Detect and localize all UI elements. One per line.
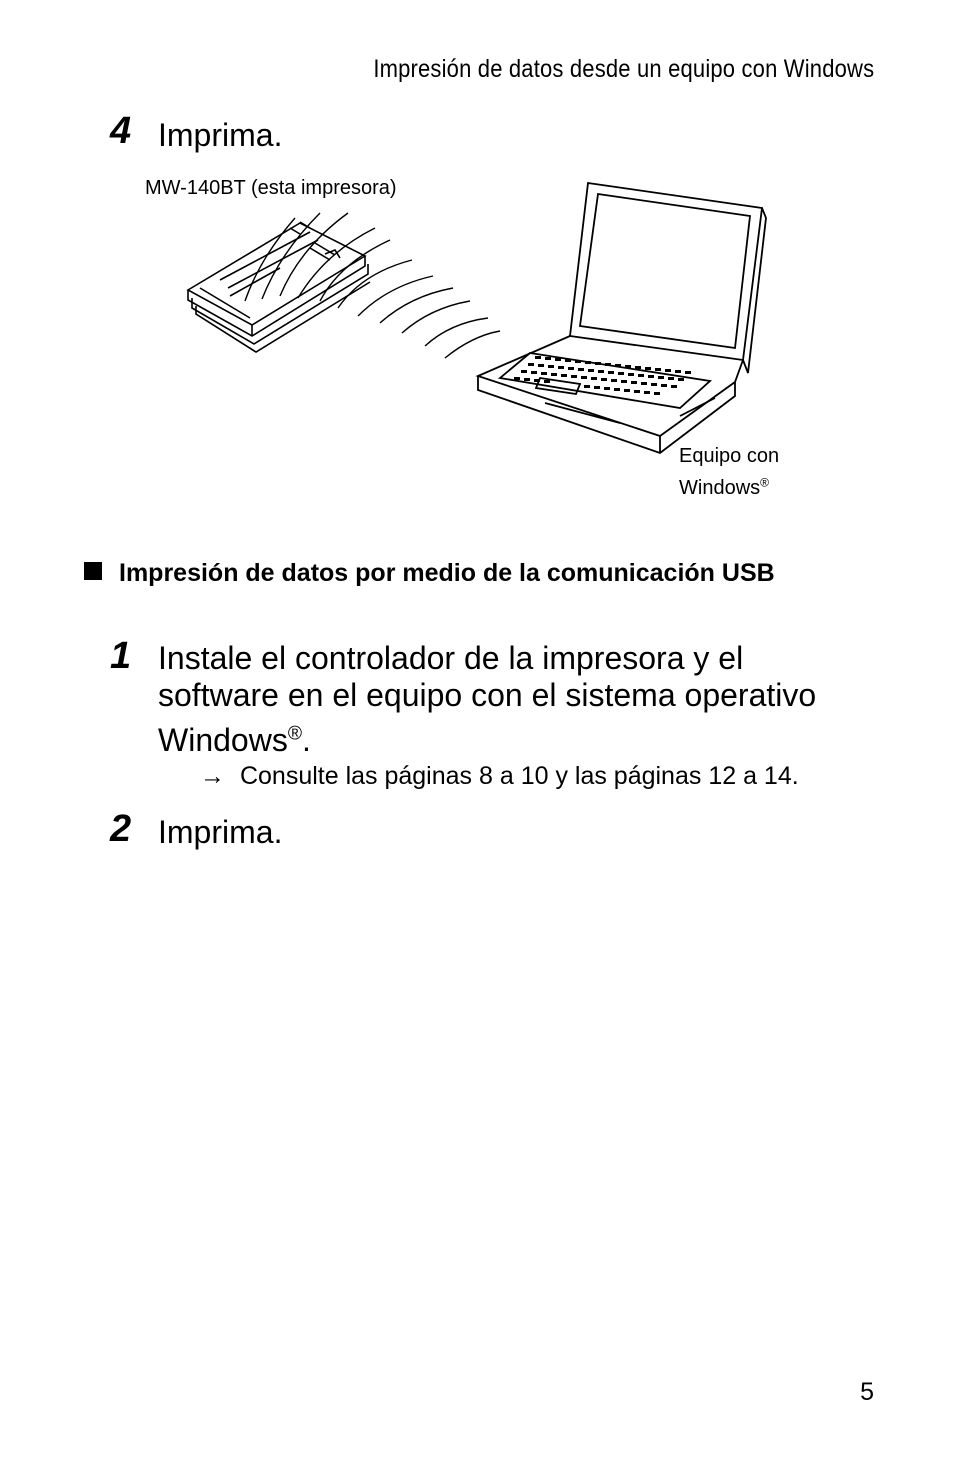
section-heading-text: Impresión de datos por medio de la comunicación USB	[119, 559, 775, 587]
registered-mark: ®	[760, 475, 769, 490]
computer-label-line2: Windows	[679, 477, 761, 499]
step-4-text: Imprima.	[158, 117, 283, 153]
printer-illustration	[188, 222, 370, 352]
step-1-line2: software en el equipo con el sistema operativo	[158, 677, 817, 713]
step-1-reference	[200, 762, 799, 791]
step-1-windows: Windows	[158, 722, 288, 758]
step-4-number: 4	[110, 110, 132, 152]
printer-label: MW-140BT (esta impresora)	[145, 177, 397, 199]
laptop-illustration	[478, 183, 766, 453]
step-1-line1: Instale el controlador de la impresora y el	[158, 640, 744, 676]
page-number: 5	[860, 1378, 874, 1406]
reference-text: Consulte las páginas 8 a 10 y las páginas 12 a 14.	[239, 762, 799, 790]
step-1-number: 1	[110, 635, 132, 677]
computer-label-line1: Equipo con	[679, 445, 780, 467]
running-header: Impresión de datos desde un equipo con Windows	[373, 55, 874, 83]
step-2-number: 2	[110, 808, 132, 850]
step-1-text	[158, 640, 878, 759]
square-bullet-icon	[84, 562, 102, 580]
right-arrow-icon: →	[200, 762, 225, 790]
computer-label	[679, 440, 779, 504]
registered-mark: ®	[287, 723, 302, 745]
step-1-line3	[158, 722, 878, 759]
step-1-period: .	[301, 722, 311, 758]
step-2-text: Imprima.	[158, 814, 283, 850]
